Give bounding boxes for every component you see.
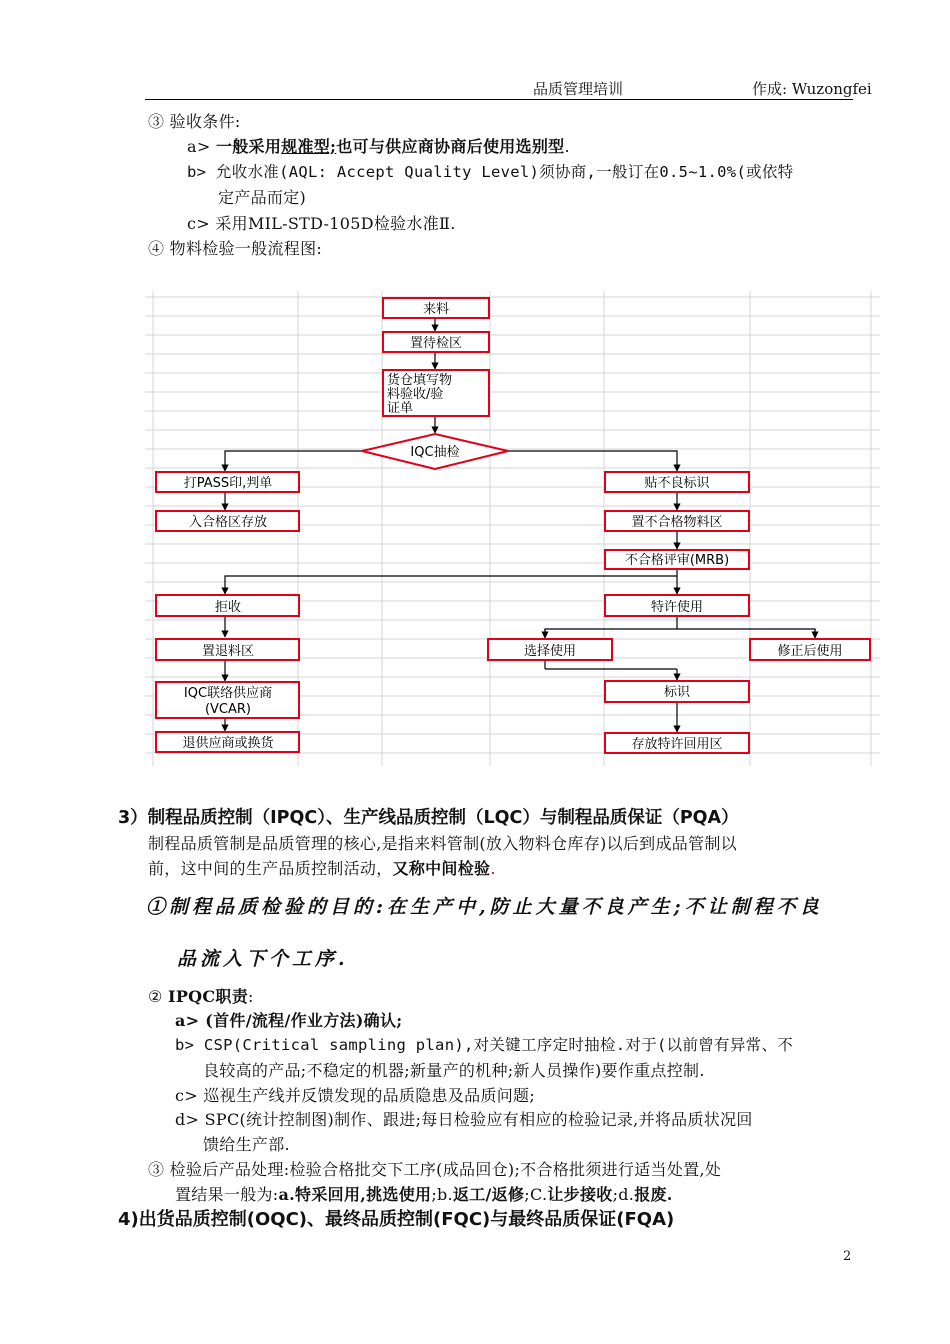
label-iqc-vendor-line2: (VCAR) [204,702,252,717]
duty-d-line1: d> SPC(统计控制图)制作、跟进;每日检验应有相应的检验记录,并将品质状况回 [175,1110,753,1129]
duty-heading-num: ② [148,987,169,1006]
label-wait-area: 置待检区 [409,336,463,351]
after-sep3: ;d. [612,1185,635,1204]
page-number: 2 [843,1249,852,1264]
duty-heading-colon: : [248,987,254,1006]
duty-b-line2: 良较高的产品;不稳定的机器;新量产的机种;新人员操作)要作重点控制. [203,1061,705,1080]
label-warehouse-line1: 货仓填写物 [387,373,453,388]
label-mark: 标识 [663,685,691,700]
after-inspection-line2 [175,1182,673,1205]
purpose-line2: 品流入下个工序. [177,948,349,970]
label-warehouse-line3: 证单 [387,401,414,416]
label-bad-label: 贴不良标识 [644,476,710,491]
duty-b-line1: b> CSP(Critical sampling plan),对关键工序定时抽检.对于(以前曾有异常、不 [175,1036,794,1054]
section4-title: 4)出货品质控制(OQC)、最终品质控制(FQC)与最终品质保证(FQA) [118,1209,675,1230]
header-rule [145,99,853,100]
section3-intro-emphasis: 又称中间检验 [392,859,491,878]
after-option-a: a.特采回用,挑选使用 [278,1185,432,1204]
duty-d-line2: 馈给生产部. [203,1135,290,1154]
label-warehouse-line2: 料验收/验 [387,387,444,402]
after-sep1: ;b. [431,1185,453,1204]
label-pass-stamp: 打PASS印,判单 [183,476,273,491]
acceptance-a-text3: 也可与供应商协商后使用选别型 [336,137,565,156]
header-course: 品质管理培训 [533,80,624,98]
label-incoming: 来料 [422,302,450,317]
acceptance-b-line2: 定产品而定) [218,188,307,207]
label-mrb: 不合格评审(MRB) [624,553,730,568]
after-sep2: ;C. [524,1185,548,1204]
section3-title: 3）制程品质控制（IPQC）、生产线品质控制（LQC）与制程品质保证（PQA） [118,808,739,828]
acceptance-c: c> 采用MIL-STD-105D检验水准Ⅱ. [187,214,456,233]
duty-a: a> (首件/流程/作业方法)确认; [175,1011,403,1030]
label-return-vendor: 退供应商或换货 [182,736,274,751]
section3-intro-line1: 制程品质管制是品质管理的核心,是指来料管制(放入物料仓库存)以后到成品管制以 [148,834,737,853]
acceptance-a-prefix: a> [187,137,216,156]
after-inspection-line1: ③ 检验后产品处理:检验合格批交下工序(成品回仓);不合格批须进行适当处置,处 [148,1160,722,1179]
duty-heading [148,984,254,1007]
label-special-use: 特许使用 [650,600,704,615]
acceptance-a-text2: 规准型; [281,137,337,156]
material-inspection-flowchart [145,291,880,766]
flow-heading: ④ 物料检验一般流程图: [148,239,323,258]
acceptance-a [187,134,570,157]
acceptance-a-text1: 一般采用 [215,137,282,156]
acceptance-a-text4: . [564,137,570,156]
label-iqc-sampling: IQC抽检 [410,445,460,460]
label-store-special: 存放特许回用区 [631,737,723,752]
section3-intro-period: . [490,859,496,878]
after-option-c: 让步接收 [547,1185,613,1204]
label-select-use: 选择使用 [523,644,577,659]
label-ok-area: 入合格区存放 [188,515,268,530]
label-reject: 拒收 [214,600,242,615]
acceptance-b-line1: b> 允收水准(AQL: Accept Quality Level)须协商,一般订在0.5~1.0%(或依特 [187,163,794,181]
label-iqc-vendor-line1: IQC联络供应商 [183,686,273,701]
acceptance-heading: ③ 验收条件: [148,112,241,131]
section3-intro-line2 [148,856,496,879]
label-fix-use: 修正后使用 [777,644,843,659]
purpose-line1: ①制程品质检验的目的:在生产中,防止大量不良产生;不让制程不良 [146,896,823,918]
duty-c: c> 巡视生产线并反馈发现的品质隐患及品质问题; [175,1086,536,1105]
after-option-b: 返工/返修 [452,1185,525,1204]
header-author: 作成: Wuzongfei [752,80,872,98]
label-ng-area: 置不合格物料区 [631,515,723,530]
duty-heading-text: IPQC职责 [168,987,249,1006]
label-return-area: 置退料区 [201,644,255,659]
section3-intro-text: 前，这中间的生产品质控制活动， [148,859,393,878]
after-prefix: 置结果一般为: [175,1185,279,1204]
after-option-d: 报废. [634,1185,673,1204]
